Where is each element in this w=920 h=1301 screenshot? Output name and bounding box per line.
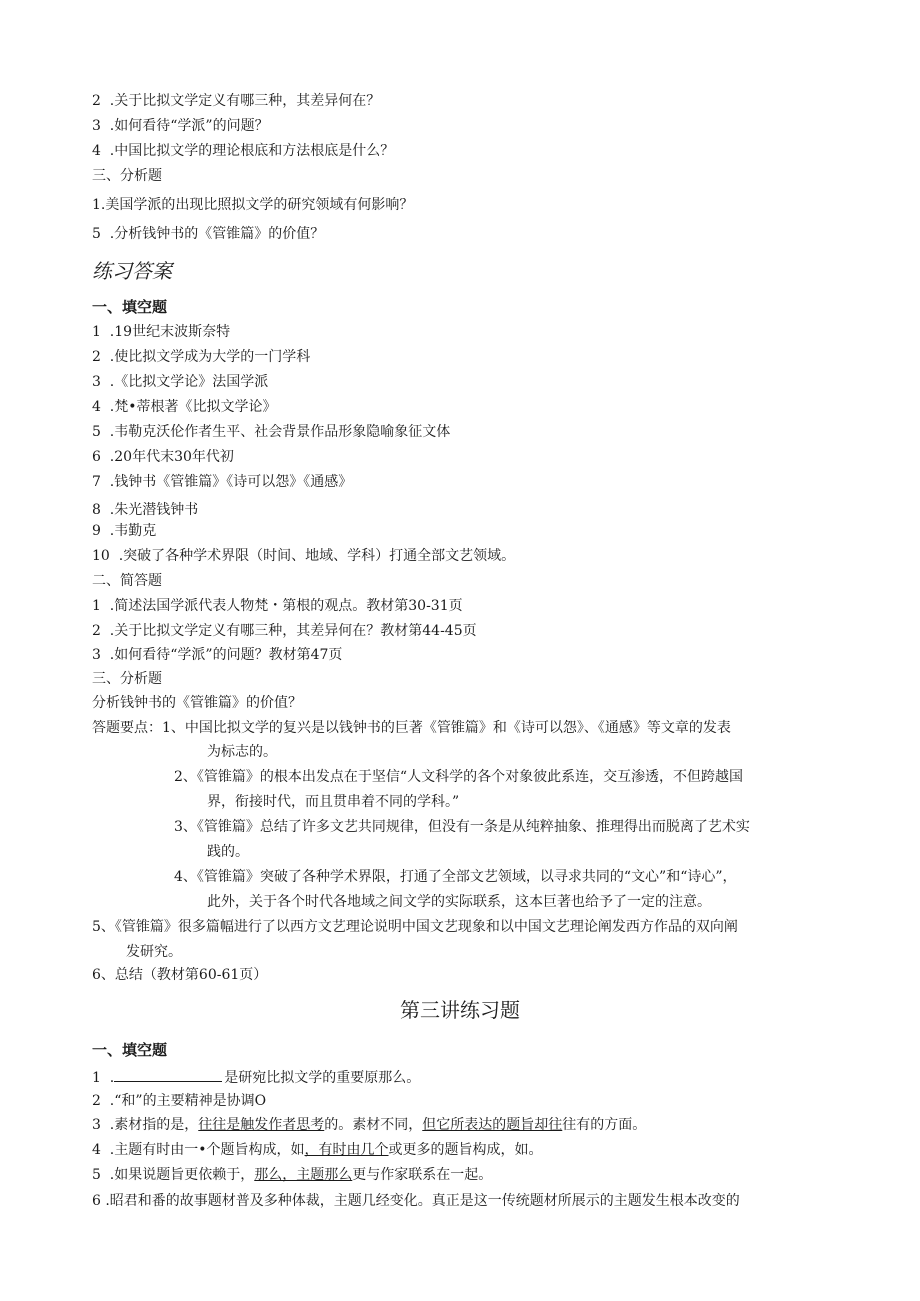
answer-line: 7 .钱钟书《管锥篇》《诗可以怨》《通感》 bbox=[92, 474, 353, 490]
answer-line: 1 .简述法国学派代表人物梵・第根的观点。教材第30-31页 bbox=[92, 598, 463, 614]
l3-fill-heading: 一、填空题 bbox=[92, 1041, 168, 1059]
answer-line: 5 .韦勒克沃伦作者生平、社会背景作品形象隐喻象征文体 bbox=[92, 424, 451, 440]
answer-line: 10 .突破了各种学术界限（时间、地域、学科）打通全部文艺领域。 bbox=[92, 548, 516, 564]
answer-point: 3、《管锥篇》总结了许多文艺共同规律，但没有一条是从纯粹抽象、推理得出而脱离了艺术实 bbox=[174, 819, 750, 835]
fill-heading: 一、填空题 bbox=[92, 298, 168, 316]
question-text: 5 .如果说题旨更依赖于， bbox=[92, 1167, 255, 1183]
analysis-question: 分析钱钟书的《管锥篇》的价值？ bbox=[92, 695, 302, 711]
question-line: 2 .关于比拟文学定义有哪三种，其差异何在？ bbox=[92, 93, 381, 109]
answer-point: 2、《管锥篇》的根本出发点在于坚信“人文科学的各个对象彼此系连，交互渗透，不但跨越国 bbox=[174, 769, 744, 785]
answer-line: 3 .如何看待“学派”的问题？教材第47页 bbox=[92, 647, 343, 663]
l3-question-3 bbox=[92, 1116, 646, 1134]
answer-point: 答题要点：1、中国比拟文学的复兴是以钱钟书的巨著《管锥篇》和《诗可以怨》、《通感》等文章的发表 bbox=[92, 720, 731, 736]
answer-line: 9 .韦勤克 bbox=[92, 523, 157, 539]
analysis-heading: 三、分析题 bbox=[92, 671, 162, 687]
answer-point: 为标志的。 bbox=[207, 744, 277, 760]
short-heading: 二、简答题 bbox=[92, 573, 162, 589]
answer-point: 4、《管锥篇》突破了各种学术界限，打通了全部文艺领域，以寻求共同的“文心”和“诗心”， bbox=[174, 869, 737, 885]
l3-question-2: 2 .“和”的主要精神是协调O bbox=[92, 1093, 267, 1109]
question-line: 4 .中国比拟文学的理论根底和方法根底是什么？ bbox=[92, 143, 395, 159]
section-heading: 三、分析题 bbox=[92, 168, 162, 184]
answer-line: 4 .梵•蒂根著《比拟文学论》 bbox=[92, 399, 277, 415]
underlined-text: ，有时由几个 bbox=[304, 1142, 389, 1158]
answer-point: 此外，关于各个时代各地域之间文学的实际联系，这本巨著也给予了一定的注意。 bbox=[207, 894, 711, 910]
answer-line: 3 .《比拟文学论》法国学派 bbox=[92, 374, 269, 390]
underlined-text: 往往是触发作者思考 bbox=[198, 1117, 325, 1133]
answer-point: 5、《管锥篇》很多篇幅进行了以西方文艺理论说明中国文艺现象和以中国文艺理论阐发西方作品的双向阐 bbox=[92, 919, 738, 935]
question-line: 3 .如何看待“学派”的问题？ bbox=[92, 118, 269, 134]
question-text: 3 .素材指的是， bbox=[92, 1117, 199, 1133]
underlined-text: 那么，主题那么 bbox=[254, 1167, 353, 1183]
question-line: 1.美国学派的出现比照拟文学的研究领域有何影响？ bbox=[92, 197, 414, 213]
l3-question-1 bbox=[92, 1067, 420, 1087]
answer-point: 践的。 bbox=[207, 844, 249, 860]
question-number: 1 . bbox=[92, 1070, 115, 1086]
answer-point: 6、总结（教材第60-61页） bbox=[92, 967, 268, 983]
answer-line: 1 .19世纪末波斯奈特 bbox=[92, 324, 231, 340]
question-text: 往有的方面。 bbox=[562, 1117, 647, 1133]
answer-point: 发研究。 bbox=[126, 944, 182, 960]
answers-title: 练习答案 bbox=[92, 259, 172, 283]
l3-question-5 bbox=[92, 1166, 492, 1184]
answer-line: 2 .关于比拟文学定义有哪三种，其差异何在？教材第44-45页 bbox=[92, 623, 477, 639]
question-text: 更与作家联系在一起。 bbox=[352, 1167, 493, 1183]
answer-point: 界，衔接时代，而且贯串着不同的学科。” bbox=[207, 794, 460, 810]
l3-question-4 bbox=[92, 1141, 543, 1159]
lecture3-title: 第三讲练习题 bbox=[400, 998, 520, 1022]
answer-line: 6 .20年代末30年代初 bbox=[92, 449, 234, 465]
question-line: 5 .分析钱钟书的《管锥篇》的价值？ bbox=[92, 226, 325, 242]
l3-question-6: 6 .昭君和番的故事题材普及多种体裁，主题几经变化。真正是这一传统题材所展示的主题发生根本改变的 bbox=[92, 1193, 740, 1209]
question-text: 是研宛比拟文学的重要原那么。 bbox=[224, 1070, 421, 1086]
answer-line: 8 .朱光潜钱钟书 bbox=[92, 502, 199, 518]
question-text: 的。素材不同， bbox=[324, 1117, 423, 1133]
question-text: 4 .主题有时由一•个题旨构成，如 bbox=[92, 1142, 305, 1158]
question-text: 或更多的题旨构成，如。 bbox=[388, 1142, 543, 1158]
answer-blank[interactable] bbox=[114, 1067, 222, 1082]
answer-line: 2 .使比拟文学成为大学的一门学科 bbox=[92, 349, 311, 365]
underlined-text: 但它所表达的题旨却往 bbox=[422, 1117, 563, 1133]
